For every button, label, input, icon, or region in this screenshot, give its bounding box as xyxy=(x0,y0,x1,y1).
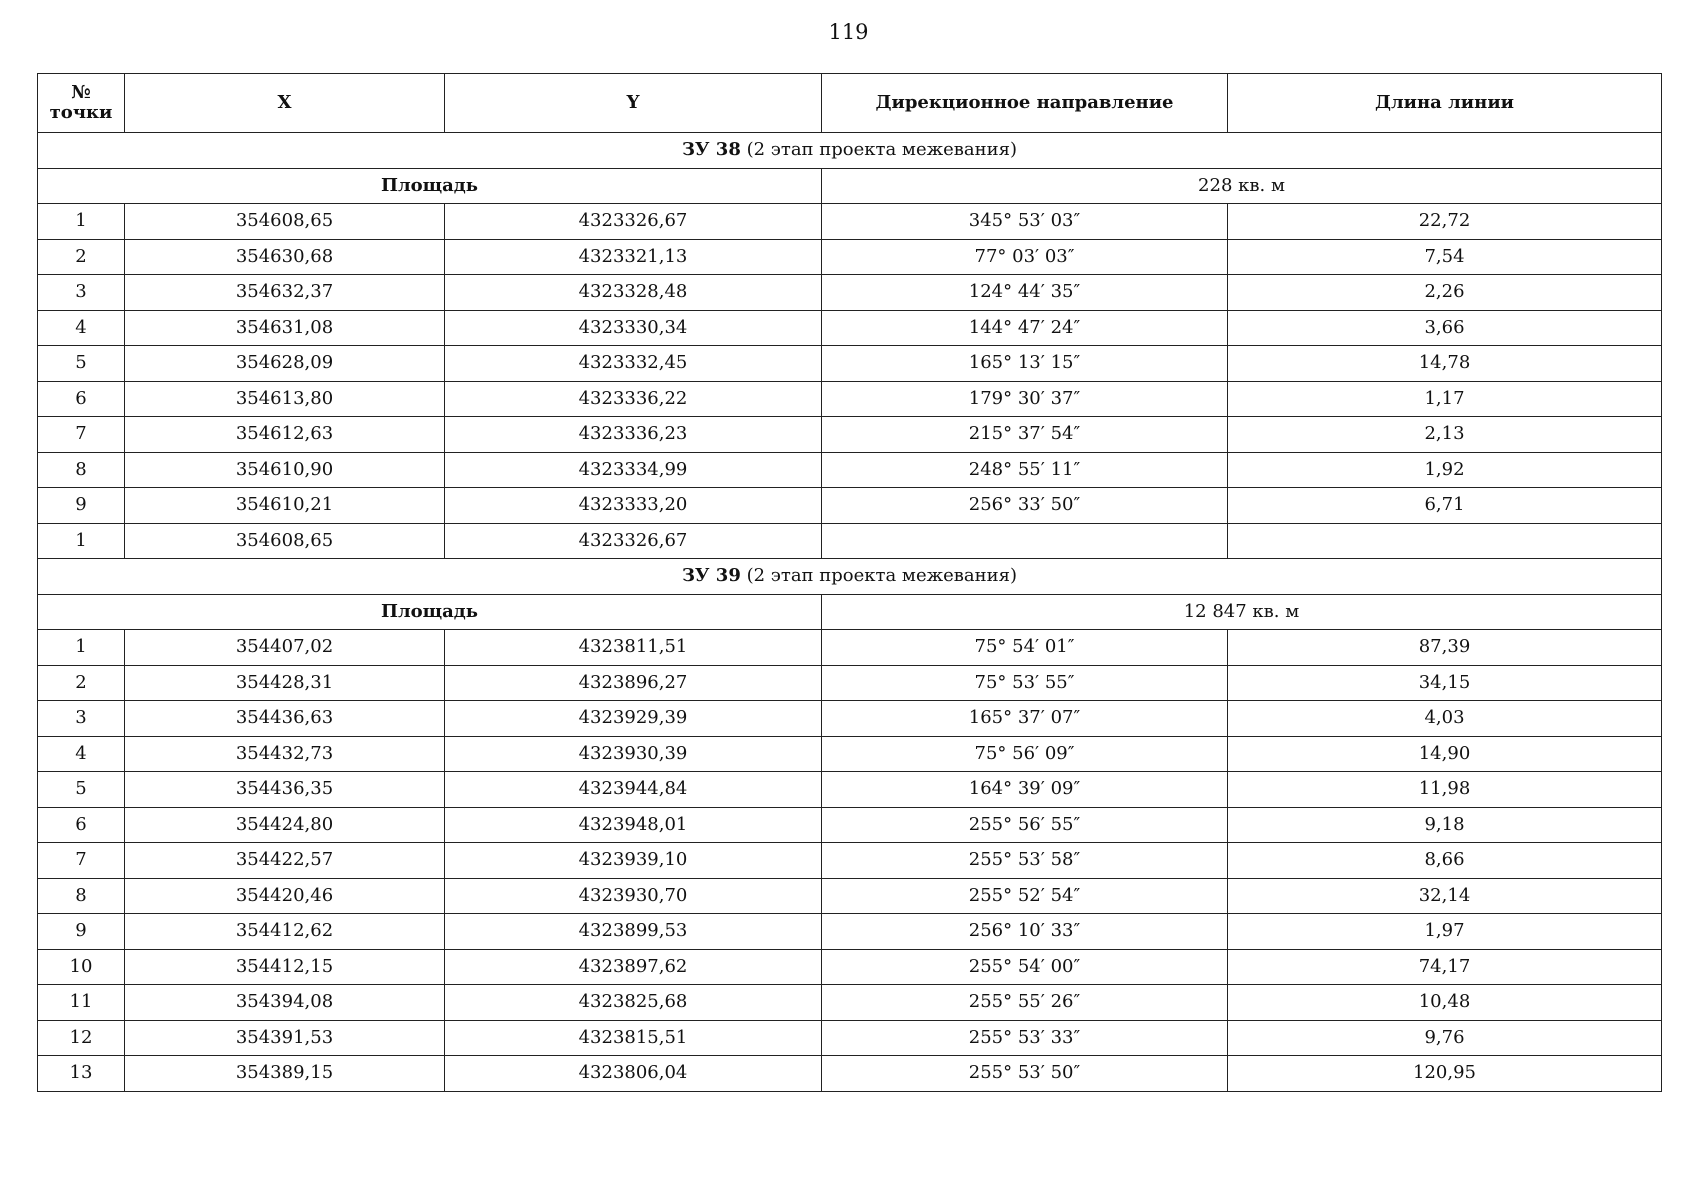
cell-x: 354608,65 xyxy=(125,204,445,240)
header-point-number-line2: точки xyxy=(49,102,113,123)
cell-y: 4323825,68 xyxy=(445,985,822,1021)
section-title-row xyxy=(38,133,1662,169)
cell-y: 4323330,34 xyxy=(445,310,822,346)
cell-direction: 164° 39′ 09″ xyxy=(822,772,1228,808)
cell-x: 354610,90 xyxy=(125,452,445,488)
cell-point-number: 2 xyxy=(38,239,125,275)
cell-length: 1,97 xyxy=(1228,914,1662,950)
header-point-number xyxy=(38,74,125,133)
cell-point-number: 7 xyxy=(38,843,125,879)
table-row xyxy=(38,204,1662,240)
area-value: 12 847 кв. м xyxy=(822,594,1662,630)
table-body xyxy=(38,133,1662,1092)
table-row xyxy=(38,381,1662,417)
cell-length: 14,90 xyxy=(1228,736,1662,772)
cell-direction: 144° 47′ 24″ xyxy=(822,310,1228,346)
cell-point-number: 4 xyxy=(38,736,125,772)
table-row xyxy=(38,310,1662,346)
cell-direction: 75° 54′ 01″ xyxy=(822,630,1228,666)
cell-point-number: 4 xyxy=(38,310,125,346)
cell-point-number: 8 xyxy=(38,878,125,914)
table-row xyxy=(38,1056,1662,1092)
table-row xyxy=(38,523,1662,559)
section-title xyxy=(38,133,1662,169)
table-row xyxy=(38,346,1662,382)
cell-point-number: 11 xyxy=(38,985,125,1021)
cell-x: 354632,37 xyxy=(125,275,445,311)
cell-point-number: 8 xyxy=(38,452,125,488)
table-row xyxy=(38,772,1662,808)
cell-x: 354630,68 xyxy=(125,239,445,275)
cell-x: 354389,15 xyxy=(125,1056,445,1092)
header-length: Длина линии xyxy=(1228,74,1662,133)
header-point-number-line1: № xyxy=(71,82,91,103)
cell-point-number: 12 xyxy=(38,1020,125,1056)
table-row xyxy=(38,985,1662,1021)
cell-direction: 255° 52′ 54″ xyxy=(822,878,1228,914)
table-row xyxy=(38,275,1662,311)
cell-y: 4323930,70 xyxy=(445,878,822,914)
cell-direction: 77° 03′ 03″ xyxy=(822,239,1228,275)
cell-y: 4323326,67 xyxy=(445,523,822,559)
table-row xyxy=(38,914,1662,950)
area-value: 228 кв. м xyxy=(822,168,1662,204)
cell-direction: 75° 53′ 55″ xyxy=(822,665,1228,701)
cell-x: 354391,53 xyxy=(125,1020,445,1056)
cell-length: 2,26 xyxy=(1228,275,1662,311)
cell-length: 9,76 xyxy=(1228,1020,1662,1056)
cell-point-number: 9 xyxy=(38,488,125,524)
cell-length: 2,13 xyxy=(1228,417,1662,453)
cell-y: 4323930,39 xyxy=(445,736,822,772)
cell-length: 14,78 xyxy=(1228,346,1662,382)
cell-y: 4323896,27 xyxy=(445,665,822,701)
cell-length: 9,18 xyxy=(1228,807,1662,843)
cell-direction: 345° 53′ 03″ xyxy=(822,204,1228,240)
cell-direction xyxy=(822,523,1228,559)
cell-y: 4323948,01 xyxy=(445,807,822,843)
cell-point-number: 1 xyxy=(38,204,125,240)
table-row xyxy=(38,1020,1662,1056)
header-x: X xyxy=(125,74,445,133)
cell-length: 1,17 xyxy=(1228,381,1662,417)
cell-y: 4323939,10 xyxy=(445,843,822,879)
cell-direction: 165° 37′ 07″ xyxy=(822,701,1228,737)
cell-x: 354613,80 xyxy=(125,381,445,417)
cell-length: 8,66 xyxy=(1228,843,1662,879)
table-row xyxy=(38,843,1662,879)
area-label: Площадь xyxy=(38,168,822,204)
section-id: ЗУ 39 xyxy=(681,565,741,587)
cell-x: 354412,15 xyxy=(125,949,445,985)
cell-y: 4323336,22 xyxy=(445,381,822,417)
cell-direction: 255° 53′ 58″ xyxy=(822,843,1228,879)
cell-point-number: 13 xyxy=(38,1056,125,1092)
cell-point-number: 7 xyxy=(38,417,125,453)
cell-point-number: 1 xyxy=(38,523,125,559)
cell-direction: 124° 44′ 35″ xyxy=(822,275,1228,311)
cell-x: 354432,73 xyxy=(125,736,445,772)
table-row xyxy=(38,417,1662,453)
cell-x: 354610,21 xyxy=(125,488,445,524)
cell-point-number: 9 xyxy=(38,914,125,950)
cell-length: 10,48 xyxy=(1228,985,1662,1021)
table-row xyxy=(38,630,1662,666)
cell-x: 354420,46 xyxy=(125,878,445,914)
cell-x: 354631,08 xyxy=(125,310,445,346)
table-header-row xyxy=(38,74,1662,133)
cell-point-number: 3 xyxy=(38,275,125,311)
section-title xyxy=(38,559,1662,595)
cell-x: 354628,09 xyxy=(125,346,445,382)
cell-direction: 255° 56′ 55″ xyxy=(822,807,1228,843)
cell-direction: 256° 33′ 50″ xyxy=(822,488,1228,524)
cell-point-number: 5 xyxy=(38,346,125,382)
cell-y: 4323333,20 xyxy=(445,488,822,524)
table-row xyxy=(38,452,1662,488)
cell-y: 4323944,84 xyxy=(445,772,822,808)
cell-length: 11,98 xyxy=(1228,772,1662,808)
table-row xyxy=(38,807,1662,843)
cell-length xyxy=(1228,523,1662,559)
cell-y: 4323336,23 xyxy=(445,417,822,453)
cell-direction: 256° 10′ 33″ xyxy=(822,914,1228,950)
cell-direction: 165° 13′ 15″ xyxy=(822,346,1228,382)
section-id: ЗУ 38 xyxy=(681,139,741,161)
cell-direction: 255° 53′ 33″ xyxy=(822,1020,1228,1056)
cell-point-number: 3 xyxy=(38,701,125,737)
cell-length: 34,15 xyxy=(1228,665,1662,701)
header-y: Y xyxy=(445,74,822,133)
cell-point-number: 2 xyxy=(38,665,125,701)
cell-x: 354422,57 xyxy=(125,843,445,879)
cell-y: 4323328,48 xyxy=(445,275,822,311)
cell-length: 32,14 xyxy=(1228,878,1662,914)
cell-point-number: 6 xyxy=(38,381,125,417)
cell-direction: 215° 37′ 54″ xyxy=(822,417,1228,453)
cell-point-number: 10 xyxy=(38,949,125,985)
cell-point-number: 1 xyxy=(38,630,125,666)
table-row xyxy=(38,949,1662,985)
cell-y: 4323897,62 xyxy=(445,949,822,985)
cell-length: 7,54 xyxy=(1228,239,1662,275)
cell-direction: 255° 55′ 26″ xyxy=(822,985,1228,1021)
cell-point-number: 6 xyxy=(38,807,125,843)
cell-direction: 75° 56′ 09″ xyxy=(822,736,1228,772)
table-row xyxy=(38,878,1662,914)
cell-y: 4323321,13 xyxy=(445,239,822,275)
cell-length: 3,66 xyxy=(1228,310,1662,346)
cell-y: 4323334,99 xyxy=(445,452,822,488)
coordinates-table xyxy=(37,73,1662,1092)
table-row xyxy=(38,488,1662,524)
cell-length: 6,71 xyxy=(1228,488,1662,524)
cell-x: 354412,62 xyxy=(125,914,445,950)
cell-x: 354608,65 xyxy=(125,523,445,559)
cell-y: 4323929,39 xyxy=(445,701,822,737)
cell-direction: 248° 55′ 11″ xyxy=(822,452,1228,488)
area-label: Площадь xyxy=(38,594,822,630)
cell-x: 354424,80 xyxy=(125,807,445,843)
cell-length: 22,72 xyxy=(1228,204,1662,240)
cell-y: 4323811,51 xyxy=(445,630,822,666)
section-note: (2 этап проекта межевания) xyxy=(740,139,1018,161)
cell-x: 354612,63 xyxy=(125,417,445,453)
cell-x: 354394,08 xyxy=(125,985,445,1021)
cell-y: 4323806,04 xyxy=(445,1056,822,1092)
cell-length: 74,17 xyxy=(1228,949,1662,985)
cell-point-number: 5 xyxy=(38,772,125,808)
cell-length: 87,39 xyxy=(1228,630,1662,666)
cell-x: 354436,63 xyxy=(125,701,445,737)
cell-y: 4323326,67 xyxy=(445,204,822,240)
table-row xyxy=(38,701,1662,737)
table-row xyxy=(38,736,1662,772)
table-row xyxy=(38,665,1662,701)
cell-y: 4323815,51 xyxy=(445,1020,822,1056)
cell-y: 4323899,53 xyxy=(445,914,822,950)
cell-length: 4,03 xyxy=(1228,701,1662,737)
area-row xyxy=(38,594,1662,630)
section-title-row xyxy=(38,559,1662,595)
page-number: 119 xyxy=(828,20,869,44)
cell-length: 120,95 xyxy=(1228,1056,1662,1092)
cell-length: 1,92 xyxy=(1228,452,1662,488)
cell-direction: 179° 30′ 37″ xyxy=(822,381,1228,417)
cell-x: 354428,31 xyxy=(125,665,445,701)
area-row xyxy=(38,168,1662,204)
section-note: (2 этап проекта межевания) xyxy=(740,565,1018,587)
header-direction: Дирекционное направление xyxy=(822,74,1228,133)
cell-x: 354436,35 xyxy=(125,772,445,808)
table-row xyxy=(38,239,1662,275)
cell-x: 354407,02 xyxy=(125,630,445,666)
cell-y: 4323332,45 xyxy=(445,346,822,382)
cell-direction: 255° 54′ 00″ xyxy=(822,949,1228,985)
cell-direction: 255° 53′ 50″ xyxy=(822,1056,1228,1092)
